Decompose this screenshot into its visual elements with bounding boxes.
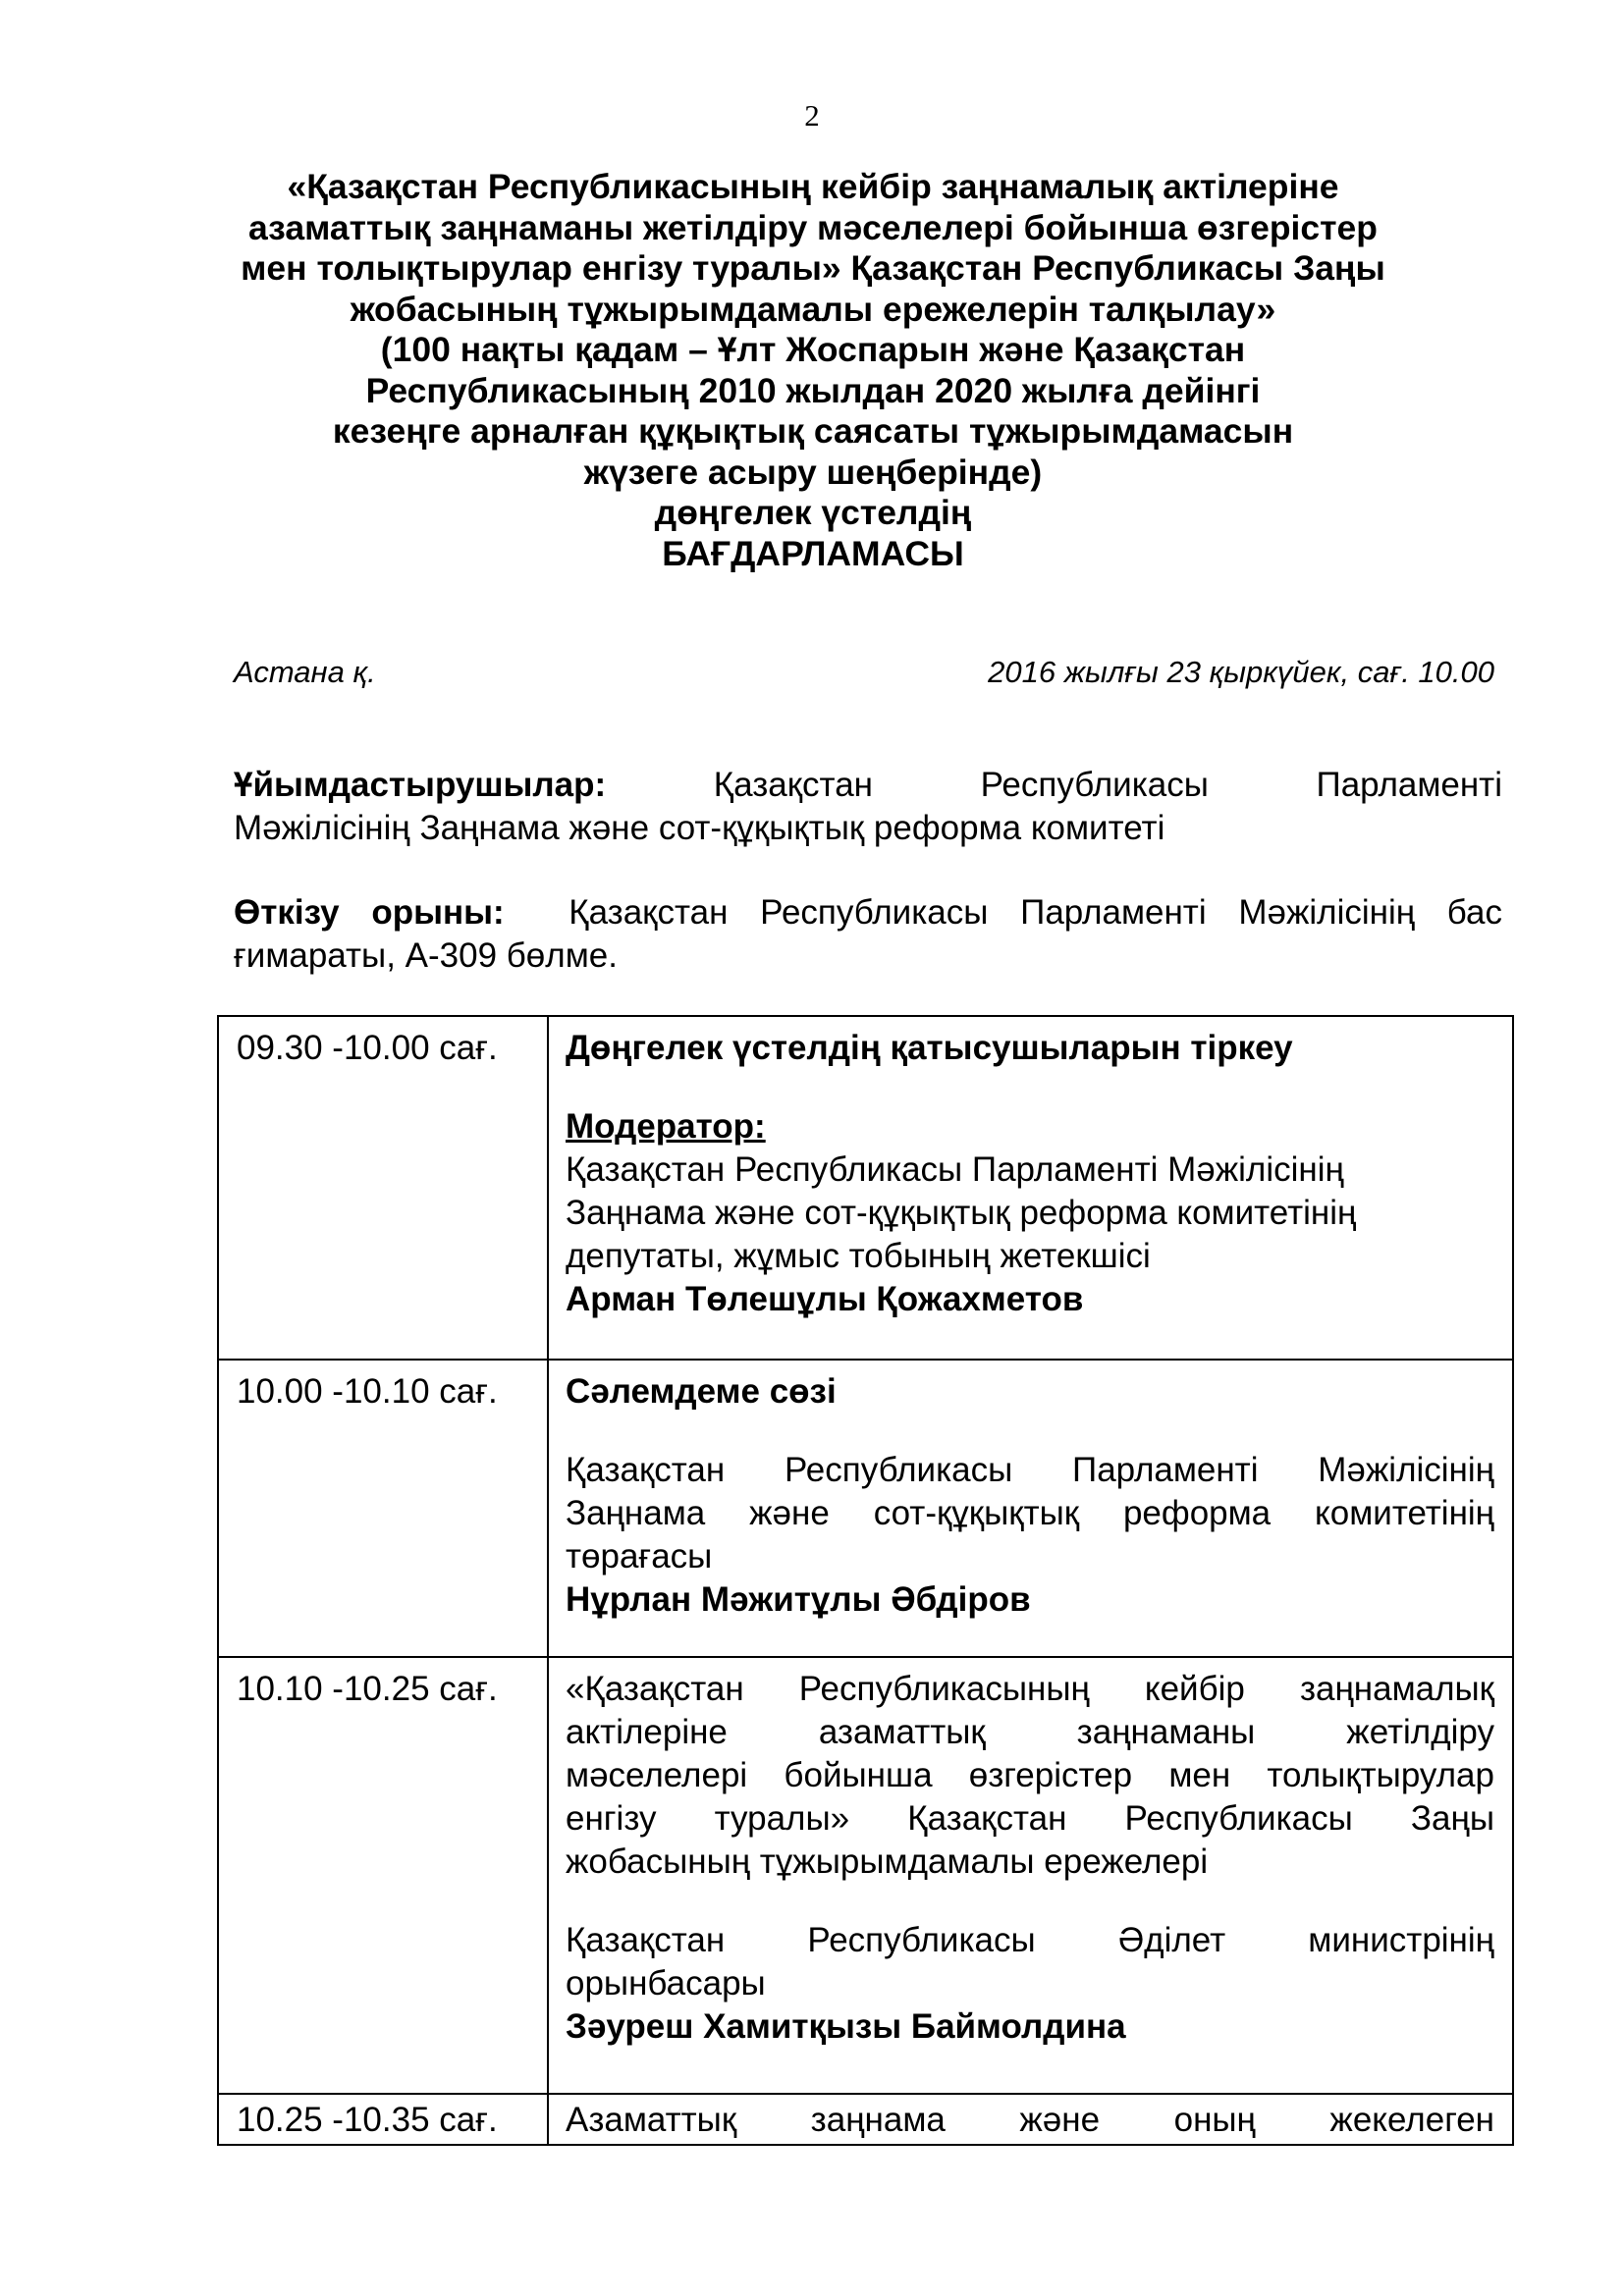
event-date-time: 2016 жылғы 23 қыркүйек, сағ. 10.00 <box>988 655 1494 689</box>
venue-label: Өткізу орыны: <box>234 893 505 932</box>
topic-line: Азаматтық заңнама және оның жекелеген <box>566 2101 1494 2139</box>
agenda-heading: Сәлемдеме сөзі <box>566 1372 837 1411</box>
topic-line: актілеріне азаматтық заңнаманы жетілдіру <box>566 1713 1494 1751</box>
organizers-label: Ұйымдастырушылар: <box>234 766 607 804</box>
table-row <box>218 1360 1513 1657</box>
title-line: «Қазақстан Республикасының кейбір заңнамалық актілеріне <box>287 167 1339 206</box>
organizers-word: Қазақстан <box>713 766 873 804</box>
venue-second-line: ғимараты, А-309 бөлме. <box>234 936 618 975</box>
title-line: жобасының тұжырымдамалы ережелерін талқылау» <box>350 289 1276 329</box>
program-table <box>217 1015 1514 2146</box>
speaker-role-line: Қазақстан Республикасы Парламенті Мәжілісінің <box>566 1451 1494 1489</box>
speaker-name: Зәуреш Хамитқызы Баймолдина <box>566 2007 1126 2046</box>
organizers-second-line: Мәжілісінің Заңнама және сот-құқықтық реформа комитеті <box>234 809 1165 847</box>
speaker-name: Нұрлан Мәжитұлы Әбдіров <box>566 1580 1031 1619</box>
speaker-role-line: Қазақстан Республикасы Парламенті Мәжілісінің <box>566 1150 1344 1189</box>
venue-text: Қазақстан Республикасы Парламенті Мәжілісінің бас <box>568 893 1503 932</box>
title-line: жүзеге асыру шеңберінде) <box>583 452 1043 492</box>
organizers-first-line <box>234 764 1502 807</box>
speaker-name: Арман Төлешұлы Қожахметов <box>566 1280 1084 1318</box>
agenda-cell <box>548 1016 1513 1360</box>
speaker-role-line: Заңнама және сот-құқықтық реформа комитетінің <box>566 1194 1357 1232</box>
agenda-cell <box>548 1657 1513 2094</box>
organizers-word: Республикасы <box>980 766 1209 804</box>
speaker-role-line: Заңнама және сот-құқықтық реформа комитетінің <box>566 1494 1494 1532</box>
title-line: БАҒДАРЛАМАСЫ <box>662 533 964 573</box>
time-cell: 10.00 -10.10 сағ. <box>218 1360 548 1657</box>
organizers-word: Парламенті <box>1316 766 1502 804</box>
speaker-role-line: депутаты, жұмыс тобының жетекшісі <box>566 1237 1151 1275</box>
title-line: мен толықтырулар енгізу туралы» Қазақстан Республикасы Заңы <box>241 248 1385 288</box>
venue-paragraph <box>234 891 1502 978</box>
title-line: Республикасының 2010 жылдан 2020 жылға дейінгі <box>365 370 1261 410</box>
speaker-role-line: Қазақстан Республикасы Әділет министрінің <box>566 1921 1494 1959</box>
time-cell: 09.30 -10.00 сағ. <box>218 1016 548 1360</box>
venue-first-line <box>234 891 1502 934</box>
organizers-paragraph <box>234 764 1502 850</box>
moderator-label: Модератор: <box>566 1107 766 1146</box>
topic-line: «Қазақстан Республикасының кейбір заңнамалық <box>566 1670 1494 1708</box>
title-line: дөңгелек үстелдің <box>654 493 972 532</box>
topic-line: мәселелері бойынша өзгерістер мен толықтырулар <box>566 1756 1494 1794</box>
agenda-cell <box>548 1360 1513 1657</box>
agenda-heading: Дөңгелек үстелдің қатысушыларын тіркеу <box>566 1029 1293 1067</box>
speaker-role-line: төрағасы <box>566 1537 713 1575</box>
title-line: кезеңге арналған құқықтық саясаты тұжырымдамасын <box>332 411 1294 451</box>
agenda-cell <box>548 2094 1513 2145</box>
table-row <box>218 2094 1513 2145</box>
speaker-role-line: орынбасары <box>566 1964 766 2002</box>
title-line: азаматтық заңнаманы жетілдіру мәселелері бойынша өзгерістер <box>248 207 1378 247</box>
page-number: 2 <box>804 98 820 133</box>
table-row <box>218 1657 1513 2094</box>
time-cell: 10.25 -10.35 сағ. <box>218 2094 548 2145</box>
time-cell: 10.10 -10.25 сағ. <box>218 1657 548 2094</box>
topic-line: жобасының тұжырымдамалы ережелері <box>566 1842 1209 1881</box>
title-line: (100 нақты қадам – Ұлт Жоспарын және Қазақстан <box>380 330 1246 369</box>
topic-line: енгізу туралы» Қазақстан Республикасы Заңы <box>566 1799 1494 1838</box>
document-title <box>196 167 1430 574</box>
event-place: Астана қ. <box>234 655 376 689</box>
table-row <box>218 1016 1513 1360</box>
